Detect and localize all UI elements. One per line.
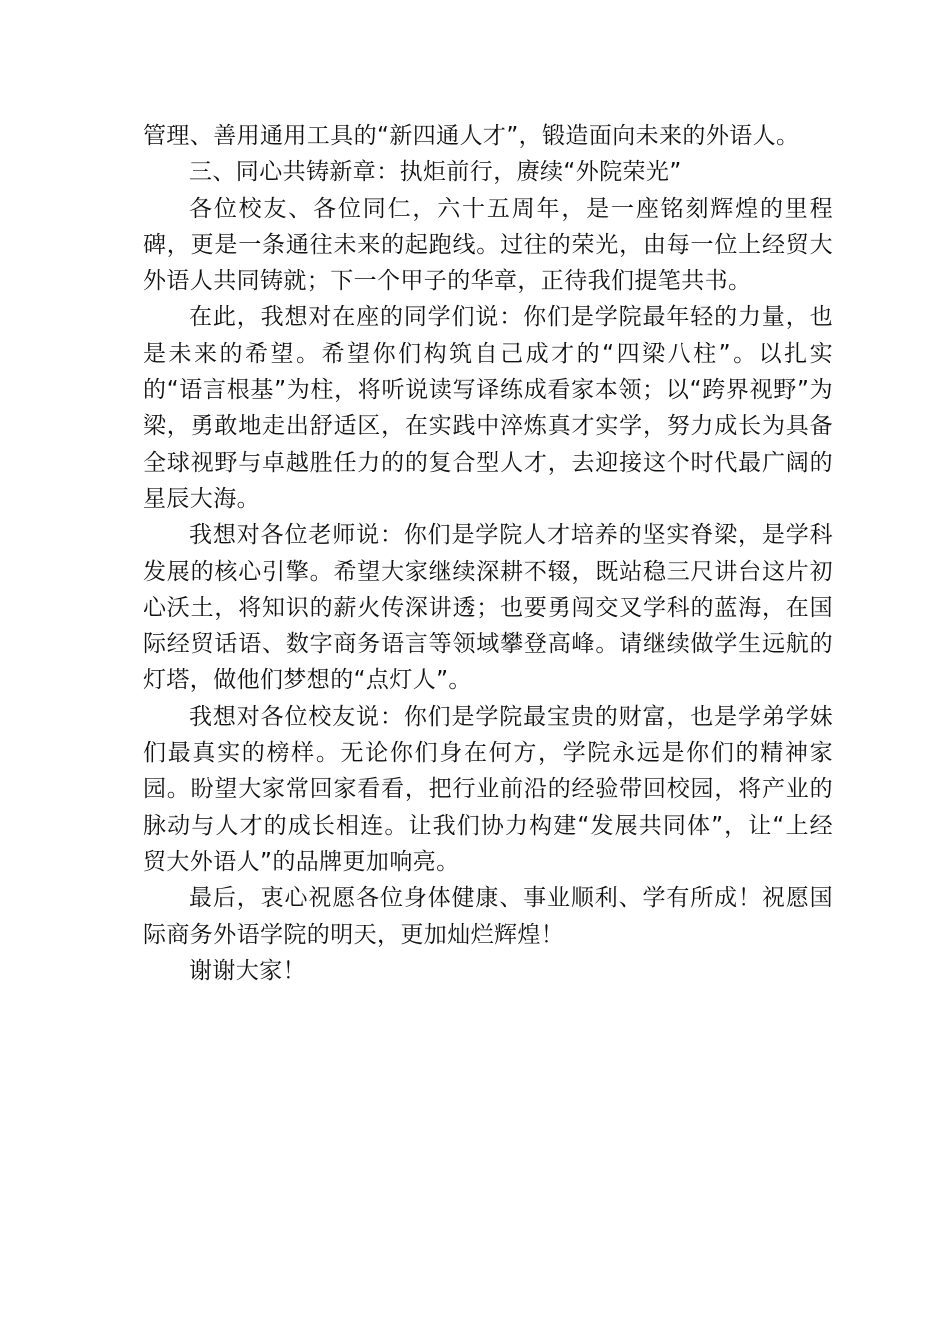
paragraph-thanks: 谢谢大家！ xyxy=(189,957,306,984)
paragraph-alumni-colleagues: 各位校友、各位同仁，六十五周年，是一座铭刻辉煌的里程碑，更是一条通往未来的起跑线。过往的荣光，由每一位上经贸大外语人共同铸就；下一个甲子的华章，正待我们提笔共书。 xyxy=(143,195,833,295)
paragraph-students: 在此，我想对在座的同学们说：你们是学院最年轻的力量，也是未来的希望。希望你们构筑自己成才的“四梁八柱”。以扎实的“语言根基”为柱，将听说读写译练成看家本领；以“跨界视野”为梁，勇敢地走出舒适区，在实践中淬炼真才实学，努力成长为具备全球视野与卓越胜任力的的复合型人才，去迎接这个时代最广阔的星辰大海。 xyxy=(143,304,833,512)
section-heading: 三、同心共铸新章：执炬前行，赓续“外院荣光” xyxy=(189,159,682,186)
paragraph-continuation: 管理、善用通用工具的“新四通人才”，锻造面向未来的外语人。 xyxy=(143,123,800,149)
paragraph-alumni: 我想对各位校友说：你们是学院最宝贵的财富，也是学弟学妹们最真实的榜样。无论你们身在何方，学院永远是你们的精神家园。盼望大家常回家看看，把行业前沿的经验带回校园，将产业的脉动与人才的成长相连。让我们协力构建“发展共同体”，让“上经贸大外语人”的品牌更加响亮。 xyxy=(143,703,833,875)
paragraph-closing-wishes: 最后，衷心祝愿各位身体健康、事业顺利、学有所成！祝愿国际商务外语学院的明天，更加灿烂辉煌！ xyxy=(143,885,833,948)
paragraph-teachers: 我想对各位老师说：你们是学院人才培养的坚实脊梁，是学科发展的核心引擎。希望大家继续深耕不辍，既站稳三尺讲台这片初心沃土，将知识的薪火传深讲透；也要勇闯交叉学科的蓝海，在国际经贸话语、数字商务语言等领域攀登高峰。请继续做学生远航的灯塔，做他们梦想的“点灯人”。 xyxy=(143,522,833,694)
document-body xyxy=(143,118,833,989)
